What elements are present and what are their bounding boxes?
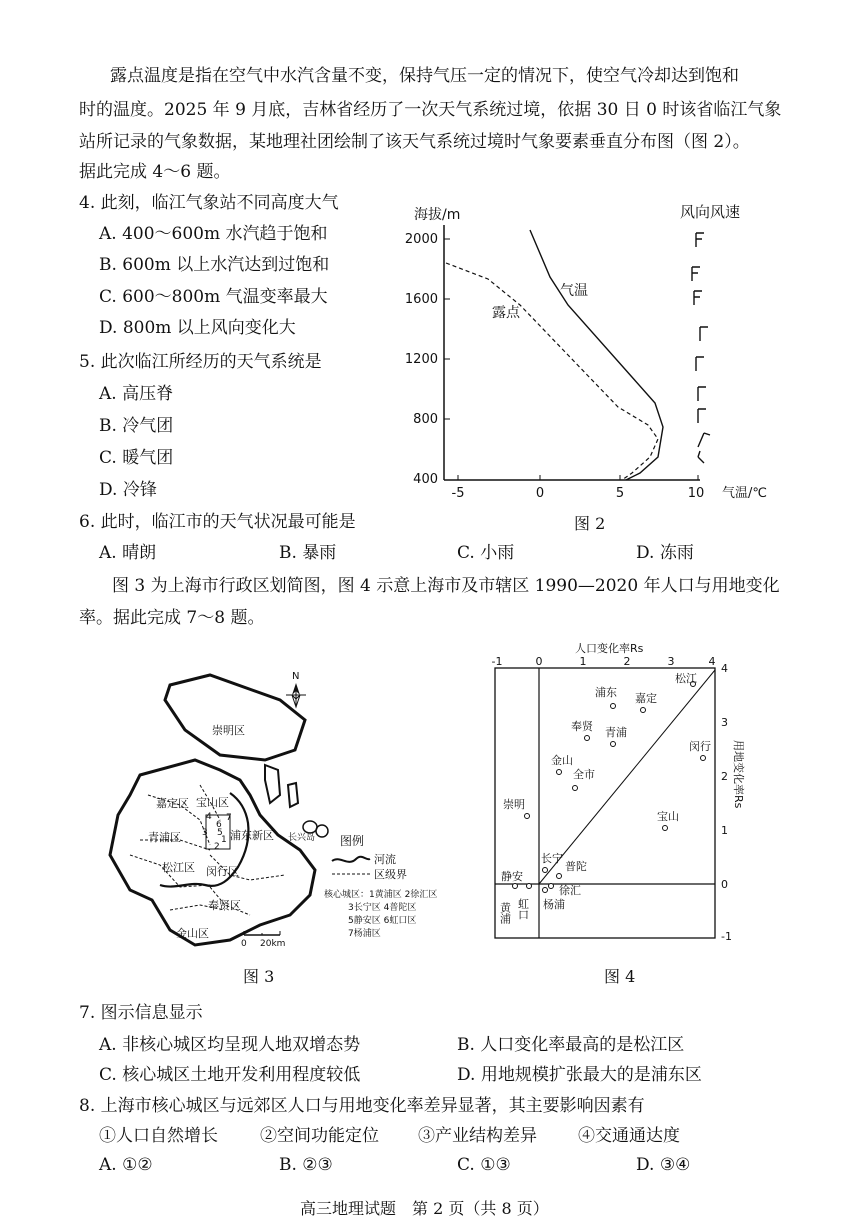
fig4-label-huangpu: 黄浦 (498, 902, 512, 924)
fig4-label-yangpu: 杨浦 (543, 898, 565, 911)
q6-stem: 6. 此时，临江市的天气状况最可能是 (79, 512, 356, 532)
figure-4 (465, 640, 770, 945)
q6-option-d[interactable]: D. 冻雨 (636, 543, 694, 563)
fig4-label-jiading: 嘉定 (635, 692, 657, 705)
fig4-point-huangpu[interactable] (527, 884, 532, 889)
intro1-line3: 站所记录的气象数据，某地理社团绘制了该天气系统过境时气象要素垂直分布图（图 2）。 (79, 132, 750, 152)
q6-option-c[interactable]: C. 小雨 (457, 543, 515, 563)
q8-stem: 8. 上海市核心城区与远郊区人口与用地变化率差异显著，其主要影响因素有 (79, 1096, 645, 1116)
intro1-line1: 露点温度是指在空气中水汽含量不变，保持气压一定的情况下，使空气冷却达到饱和 (110, 66, 739, 86)
q4-option-c[interactable]: C. 600～800m 气温变率最大 (99, 287, 328, 307)
q6-option-b[interactable]: B. 暴雨 (279, 543, 337, 563)
map-label-minhang: 闵行区 (206, 865, 239, 878)
q5-option-d[interactable]: D. 冷锋 (99, 480, 157, 500)
fig4-point-yangpu[interactable] (543, 888, 548, 893)
fig4-right-tick-3: 3 (721, 716, 728, 729)
fig4-label-putuo: 普陀 (565, 860, 587, 873)
q4-option-d[interactable]: D. 800m 以上风向变化大 (99, 318, 296, 338)
fig2-xtick-0: 0 (535, 486, 545, 501)
fig2-ytick-1200: 1200 (404, 352, 438, 367)
map-label-baoshan: 宝山区 (196, 796, 229, 809)
fig4-diagonal (539, 670, 715, 884)
q7-option-c[interactable]: C. 核心城区土地开发利用程度较低 (99, 1065, 361, 1085)
fig2-ytick-2000: 2000 (404, 232, 438, 247)
q7-option-a[interactable]: A. 非核心城区均呈现人地双增态势 (99, 1035, 361, 1055)
map-core-num-5: 5 (217, 828, 223, 838)
q8-option-b[interactable]: B. ②③ (279, 1155, 333, 1175)
fig2-wind-label: 风向风速 (680, 203, 741, 221)
map-label-qingpu: 青浦区 (148, 831, 181, 844)
fig4-top-tick-2: 2 (623, 655, 631, 668)
map-small-island-2 (288, 783, 298, 807)
fig4-top-tick-0: 0 (535, 655, 543, 668)
fig4-label-minhang: 闵行 (689, 740, 711, 753)
map-legend-river-symbol (332, 857, 370, 862)
map-core-num-3: 3 (202, 828, 208, 838)
q8-option-c[interactable]: C. ①③ (457, 1155, 511, 1175)
fig2-ytick-1600: 1600 (404, 292, 438, 307)
map-label-chongming: 崇明区 (212, 724, 245, 737)
figure-3 (100, 655, 470, 960)
map-core-num-7: 7 (226, 813, 232, 823)
fig4-label-songjiang: 松江 (675, 672, 697, 685)
fig2-temperature-line (530, 230, 663, 480)
q6-option-a[interactable]: A. 晴朗 (99, 543, 157, 563)
intro2-line1: 图 3 为上海市行政区划简图，图 4 示意上海市及市辖区 1990—2020 年人口与用地变化 (112, 576, 780, 596)
q4-stem: 4. 此刻，临江气象站不同高度大气 (79, 193, 339, 213)
map-label-jinshan: 金山区 (176, 927, 209, 940)
q8-factor-1: ①人口自然增长 (99, 1126, 218, 1146)
q5-stem: 5. 此次临江所经历的天气系统是 (79, 352, 322, 372)
fig4-point-chongming[interactable] (525, 814, 530, 819)
page-footer: 高三地理试题 第 2 页（共 8 页） (300, 1199, 549, 1218)
map-north-arrow-icon (286, 671, 306, 707)
fig2-dew-label: 露点 (492, 305, 520, 321)
q8-factor-4: ④交通通达度 (578, 1126, 680, 1146)
q5-option-b[interactable]: B. 冷气团 (99, 416, 174, 436)
map-scale-20: 20km (260, 939, 286, 949)
map-core-line2: 3长宁区 4普陀区 (348, 903, 417, 913)
q8-factor-2: ②空间功能定位 (260, 1126, 379, 1146)
fig4-right-tick-neg1: -1 (721, 930, 732, 943)
fig4-point-jiading[interactable] (641, 708, 646, 713)
fig4-point-minhang[interactable] (701, 756, 706, 761)
map-label-pudong: 浦东新区 (230, 829, 274, 842)
fig4-label-quanshi: 全市 (573, 768, 595, 781)
fig4-point-jingan[interactable] (513, 884, 518, 889)
map-legend-river: 河流 (374, 853, 396, 866)
fig2-xtick-5: 5 (615, 486, 625, 501)
map-label-jiading: 嘉定区 (156, 797, 189, 810)
fig2-ytick-400: 400 (413, 472, 438, 487)
fig4-top-label: 人口变化率Rs (575, 642, 644, 655)
fig2-xtick-10: 10 (687, 486, 705, 501)
map-core-num-6: 6 (216, 820, 222, 830)
fig4-right-tick-4: 4 (721, 662, 728, 675)
q5-option-a[interactable]: A. 高压脊 (99, 384, 174, 404)
map-islet-1 (303, 821, 317, 833)
fig4-label-chongming: 崇明 (503, 798, 525, 811)
map-chongming-island (165, 675, 305, 760)
map-label-fengxian: 奉贤区 (208, 899, 241, 912)
map-label-songjiang: 松江区 (162, 861, 195, 874)
map-north-label: N (292, 671, 300, 682)
fig4-right-tick-2: 2 (721, 770, 728, 783)
map-core-title: 核心城区：1黄浦区 2徐汇区 (324, 890, 438, 900)
fig4-point-changning[interactable] (543, 868, 548, 873)
fig4-right-tick-0: 0 (721, 878, 728, 891)
intro1-line4: 据此完成 4～6 题。 (79, 162, 231, 182)
fig2-xlabel: 气温/℃ (722, 486, 767, 501)
fig4-caption: 图 4 (604, 967, 636, 986)
q7-option-d[interactable]: D. 用地规模扩张最大的是浦东区 (457, 1065, 702, 1085)
map-scale-0: 0 (241, 939, 247, 949)
fig4-point-fengxian[interactable] (585, 736, 590, 741)
fig3-caption: 图 3 (243, 967, 275, 986)
map-islet-2 (316, 825, 328, 837)
q8-factor-3: ③产业结构差异 (418, 1126, 537, 1146)
fig4-right-tick-1: 1 (721, 824, 728, 837)
map-legend-boundary: 区级界 (374, 868, 407, 881)
fig4-label-changning: 长宁 (541, 852, 563, 865)
fig4-top-tick-1: 1 (579, 655, 587, 668)
map-core-line4: 7杨浦区 (348, 929, 381, 939)
intro2-line2: 率。据此完成 7～8 题。 (79, 608, 265, 628)
fig2-wind-barbs (692, 233, 710, 463)
fig2-ytick-800: 800 (413, 412, 438, 427)
fig4-point-putuo[interactable] (557, 874, 562, 879)
map-mainland (110, 760, 315, 945)
fig4-point-quanshi[interactable] (573, 786, 578, 791)
fig4-label-baoshan: 宝山 (657, 810, 679, 823)
map-label-island: 长兴岛 (288, 833, 316, 843)
fig4-top-tick-4: 4 (708, 655, 716, 668)
q7-option-b[interactable]: B. 人口变化率最高的是松江区 (457, 1035, 685, 1055)
q4-option-b[interactable]: B. 600m 以上水汽达到过饱和 (99, 255, 330, 275)
fig4-label-jinshan: 金山 (551, 754, 573, 767)
fig2-temp-label: 气温 (560, 283, 588, 299)
fig4-point-baoshan[interactable] (663, 826, 668, 831)
fig4-point-xuhui[interactable] (549, 884, 554, 889)
map-small-island-1 (265, 765, 280, 803)
fig4-label-xuhui: 徐汇 (559, 884, 581, 897)
fig4-point-qingpu[interactable] (611, 742, 616, 747)
fig4-point-jinshan[interactable] (557, 770, 562, 775)
fig4-label-hongkou: 虹口 (516, 898, 530, 920)
q8-option-d[interactable]: D. ③④ (636, 1155, 691, 1175)
map-legend-title: 图例 (340, 834, 365, 848)
intro1-line2: 时的温度。2025 年 9 月底，吉林省经历了一次天气系统过境，依据 30 日 0 时该省临江气象 (79, 100, 782, 120)
fig4-label-pudong: 浦东 (595, 686, 617, 699)
map-core-num-4: 4 (206, 812, 212, 822)
map-core-line3: 5静安区 6虹口区 (348, 916, 417, 926)
fig4-top-tick-neg1: -1 (491, 655, 503, 668)
fig4-top-tick-3: 3 (667, 655, 675, 668)
map-core-num-1: 1 (221, 835, 227, 845)
fig4-label-qingpu: 青浦 (605, 726, 627, 739)
fig2-ylabel: 海拔/m (414, 207, 461, 223)
q4-option-a[interactable]: A. 400～600m 水汽趋于饱和 (99, 224, 328, 244)
q5-option-c[interactable]: C. 暖气团 (99, 448, 174, 468)
fig4-label-jingan: 静安 (501, 870, 523, 883)
fig4-label-fengxian: 奉贤 (571, 720, 593, 733)
fig4-right-label: 用地变化率Rs (732, 740, 745, 809)
figure-2 (400, 195, 800, 535)
map-core-num-2: 2 (214, 842, 220, 852)
q7-stem: 7. 图示信息显示 (79, 1003, 203, 1023)
fig2-caption: 图 2 (574, 514, 606, 533)
q8-option-a[interactable]: A. ①② (99, 1155, 153, 1175)
fig2-xtick-neg5: -5 (451, 486, 465, 501)
fig4-point-pudong[interactable] (611, 704, 616, 709)
